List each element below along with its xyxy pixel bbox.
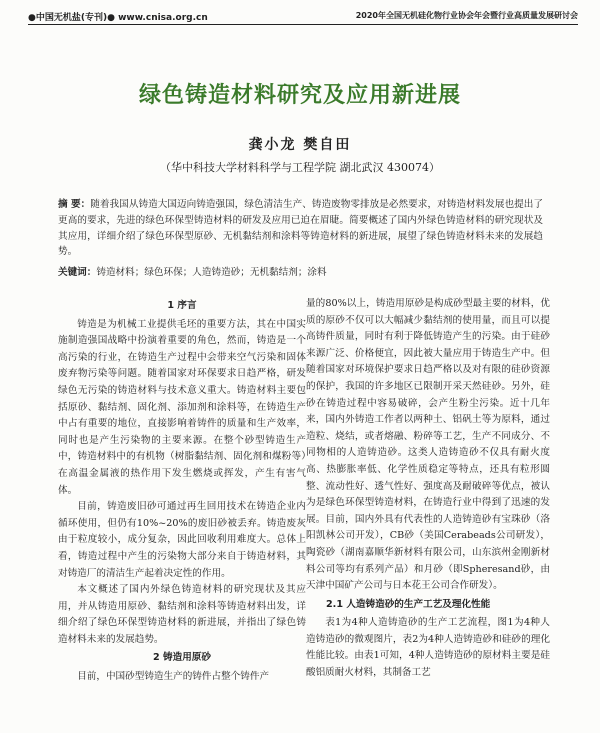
article-authors: 龚小龙 樊自田 [248,137,352,153]
page-header [28,8,578,24]
keywords-label: 关键词： [58,267,97,278]
left-column [58,296,306,686]
paragraph: 表1为4种人造铸造砂的生产工艺流程，图1为4种人造铸造砂的微观图片，表2为4种人造铸造砂和硅砂的理化性能比较。由表1可知，4种人造铸造砂的原材料主要是硅酸铝质耐火材料，其制备工艺 [306,617,550,679]
header-rule [28,24,578,25]
paragraph: 本文概述了国内外绿色铸造材料的研究现状及其应用，并从铸造用原砂、黏结剂和涂料等铸造材料出发，详细介绍了绿色环保型铸造材料的新进展，并指出了绿色铸造材料未来的发展趋势。 [58,584,306,645]
paragraph: 目前，中国砂型铸造生产的铸件占整个铸件产 [77,671,270,683]
paragraph: 量的80%以上，铸造用原砂是构成砂型最主要的材料，优质的原砂不仅可以大幅减少黏结剂的使用量，而且可以提高铸件质量，同时有利于降低铸造产生的污染。由于硅砂来源广泛、价格便宜，因此被大量应用于铸造生产中。但随着国家对环境保护要求日趋严格以及对有限的硅砂资源的保护，我国的许多地区已限制开采天然硅砂。另外，硅砂在铸造过程中容易破碎，会产生粉尘污染。近十几年来，国内外铸造工作者以两种土、铝矾土等为原料，通过造粒、烧结，或者熔融、粉碎等工艺，生产不同成分、不同物相的人造铸造砂。这类人造铸造砂不仅具有耐火度高、热膨胀率低、化学性质稳定等特点，还具有粒形圆整、流动性好、透气性好、强度高及耐破碎等优点，被认为是绿色环保型铸造材料，在铸造行业中得到了迅速的发展。目前，国内外具有代表性的人造铸造砂有宝珠砂（洛阳凯林公司开发），CB砂（美国Cerabeads公司研发），陶瓷砂（湖南嘉顺华新材料有限公司，山东滨州金刚新材料公司等均有系列产品）和月砂（即Spheresand砂，由天津中国矿产公司与日本花王公司合作研发）。 [306,298,550,592]
section-heading-2: 2 铸造用原砂 [153,652,211,664]
abstract [58,197,543,260]
conference-name: 2020年全国无机硅化物行业协会年会暨行业高质量发展研讨会 [355,11,578,20]
abstract-text: 随着我国从铸造大国迈向铸造强国，绿色清洁生产、铸造废物零排放是必然要求，对铸造材料发展也提出了更高的要求，先进的绿色环保型铸造材料的研发及应用已迫在眉睫。简要概述了国内外绿色铸造材料的研究现状及其应用，详细介绍了绿色环保型原砂、无机黏结剂和涂料等铸造材料的新进展，展望了绿色铸造材料未来的发展趋势。 [58,199,543,258]
keywords [58,265,543,280]
section-heading-1: 1 序言 [167,300,197,311]
article-title: 绿色铸造材料研究及应用新进展 [138,83,461,108]
abstract-label: 摘 要： [58,199,91,210]
keywords-text: 铸造材料；绿色环保；人造铸造砂；无机黏结剂；涂料 [96,267,327,278]
journal-name: ●中国无机盐(专刊)● www.cnisa.org.cn [28,13,208,23]
subsection-heading-2-1: 2.1 人造铸造砂的生产工艺及理化性能 [326,598,491,610]
right-column [306,296,550,682]
author-affiliation: （华中科技大学材料科学与工程学院 湖北武汉 430074） [160,161,440,174]
paragraph: 目前，铸造废旧砂可通过再生回用技术在铸造企业内循环使用，但仍有10%~20%的废旧砂被丢弃。铸造废灰由于粒度较小，成分复杂，因此回收利用难度大。总体上看，铸造过程中产生的污染物大部分来自于铸造材料，其对铸造厂的清洁生产起着决定性的作用。 [58,501,306,579]
paragraph: 铸造是为机械工业提供毛坯的重要方法，其在中国实施制造强国战略中扮演着重要的角色，然而，铸造是一个高污染的行业，在铸造生产过程中会带来空气污染和固体废弃物污染等问题。随着国家对环保要求日趋严格，研发绿色无污染的铸造材料与技术意义重大。铸造材料主要包括原砂、黏结剂、固化剂、添加剂和涂料等，在铸造生产中占有重要的地位，直接影响着铸件的质量和生产效率，同时也是产生污染物的主要来源。在整个砂型铸造生产中，铸造材料中的有机物（树脂黏结剂、固化剂和煤粉等）在高温金属液的热作用下发生燃烧或挥发，产生有害气体。 [58,318,306,496]
